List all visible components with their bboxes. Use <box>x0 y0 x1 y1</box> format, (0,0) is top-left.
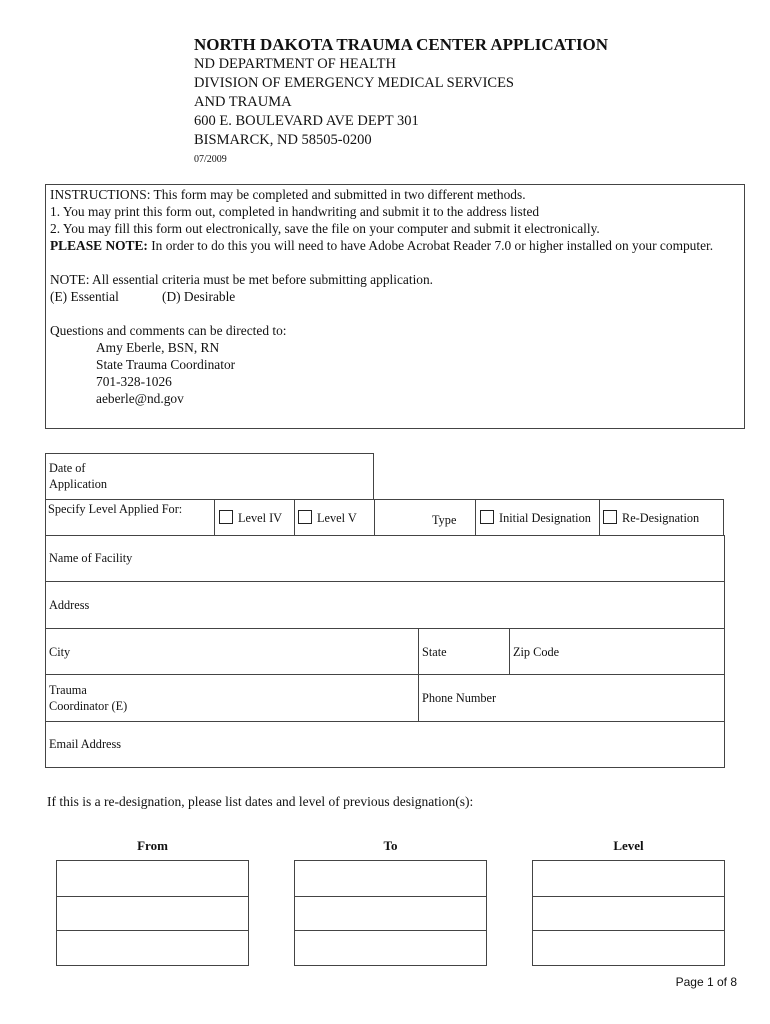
contact-name: Amy Eberle, BSN, RN <box>96 340 220 355</box>
level-v-checkbox[interactable] <box>298 510 312 524</box>
header-line-4: 600 E. BOULEVARD AVE DEPT 301 <box>194 113 419 129</box>
zip-code-label: Zip Code <box>513 645 560 659</box>
legend-desirable: (D) Desirable <box>162 289 236 304</box>
contact-email: aeberle@nd.gov <box>96 391 184 406</box>
type-cell <box>374 499 476 536</box>
form-date: 07/2009 <box>194 154 227 165</box>
contact-role: State Trauma Coordinator <box>96 357 236 372</box>
instructions-line-3: 2. You may fill this form out electronically, save the file on your computer and submit it electronically. <box>50 221 600 236</box>
header-line-2: DIVISION OF EMERGENCY MEDICAL SERVICES <box>194 75 514 91</box>
initial-designation-label: Initial Designation <box>499 511 591 525</box>
state-field[interactable] <box>418 628 510 675</box>
type-label: Type <box>432 513 457 527</box>
coordinator-label-1: Trauma <box>49 683 87 697</box>
from-field-3[interactable] <box>56 930 249 966</box>
re-designation-checkbox[interactable] <box>603 510 617 524</box>
questions-text: Questions and comments can be directed to: <box>50 323 287 338</box>
please-note <box>50 237 740 254</box>
level-v-label: Level V <box>317 511 357 525</box>
facility-name-field[interactable] <box>45 535 725 582</box>
email-address-label: Email Address <box>49 737 122 751</box>
date-of-application-field[interactable] <box>45 453 374 500</box>
instructions-line-1: INSTRUCTIONS: This form may be completed and submitted in two different methods. <box>50 187 526 202</box>
level-applied-cell <box>45 499 215 536</box>
to-field-3[interactable] <box>294 930 487 966</box>
to-field-2[interactable] <box>294 896 487 931</box>
to-field-1[interactable] <box>294 860 487 897</box>
level-field-2[interactable] <box>532 896 725 931</box>
page-number: Page 1 of 8 <box>675 975 737 989</box>
date-label-2: Application <box>49 477 108 491</box>
city-label: City <box>49 645 71 659</box>
level-iv-option[interactable] <box>214 499 295 536</box>
level-field-1[interactable] <box>532 860 725 897</box>
from-field-2[interactable] <box>56 896 249 931</box>
initial-designation-checkbox[interactable] <box>480 510 494 524</box>
level-applied-label: Specify Level Applied For: <box>48 502 183 516</box>
instructions-box <box>45 184 745 429</box>
level-iv-label: Level IV <box>238 511 283 525</box>
header-line-3: AND TRAUMA <box>194 94 292 110</box>
document-header <box>194 35 608 167</box>
facility-name-label: Name of Facility <box>49 551 133 565</box>
re-designation-label: Re-Designation <box>622 511 700 525</box>
from-field-1[interactable] <box>56 860 249 897</box>
to-column-header: To <box>383 838 398 853</box>
level-v-option[interactable] <box>294 499 375 536</box>
level-iv-checkbox[interactable] <box>219 510 233 524</box>
please-note-label: PLEASE NOTE: <box>50 238 148 253</box>
re-designation-option[interactable] <box>599 499 724 536</box>
date-label-1: Date of <box>49 461 86 475</box>
phone-number-label: Phone Number <box>422 691 497 705</box>
state-label: State <box>422 645 447 659</box>
legend-essential: (E) Essential <box>50 289 119 304</box>
city-field[interactable] <box>45 628 419 675</box>
legend <box>50 288 740 305</box>
address-field[interactable] <box>45 581 725 629</box>
header-line-5: BISMARCK, ND 58505-0200 <box>194 132 372 148</box>
essential-note: NOTE: All essential criteria must be met before submitting application. <box>50 272 434 287</box>
please-note-text: In order to do this you will need to have Adobe Acrobat Reader 7.0 or higher installed on your computer. <box>147 238 714 253</box>
header-line-1: ND DEPARTMENT OF HEALTH <box>194 56 397 72</box>
level-field-3[interactable] <box>532 930 725 966</box>
trauma-coordinator-field[interactable] <box>45 674 419 722</box>
phone-number-field[interactable] <box>418 674 725 722</box>
from-column-header: From <box>137 838 168 853</box>
contact-phone: 701-328-1026 <box>96 374 172 389</box>
zip-code-field[interactable] <box>509 628 725 675</box>
level-column-header: Level <box>613 838 644 853</box>
coordinator-label-2: Coordinator (E) <box>49 699 128 713</box>
instructions-line-2: 1. You may print this form out, completed in handwriting and submit it to the address listed <box>50 204 540 219</box>
address-label: Address <box>49 598 90 612</box>
previous-designation-prompt: If this is a re-designation, please list dates and level of previous designation(s): <box>47 794 474 809</box>
initial-designation-option[interactable] <box>475 499 600 536</box>
email-address-field[interactable] <box>45 721 725 768</box>
form-title: NORTH DAKOTA TRAUMA CENTER APPLICATION <box>194 35 609 54</box>
